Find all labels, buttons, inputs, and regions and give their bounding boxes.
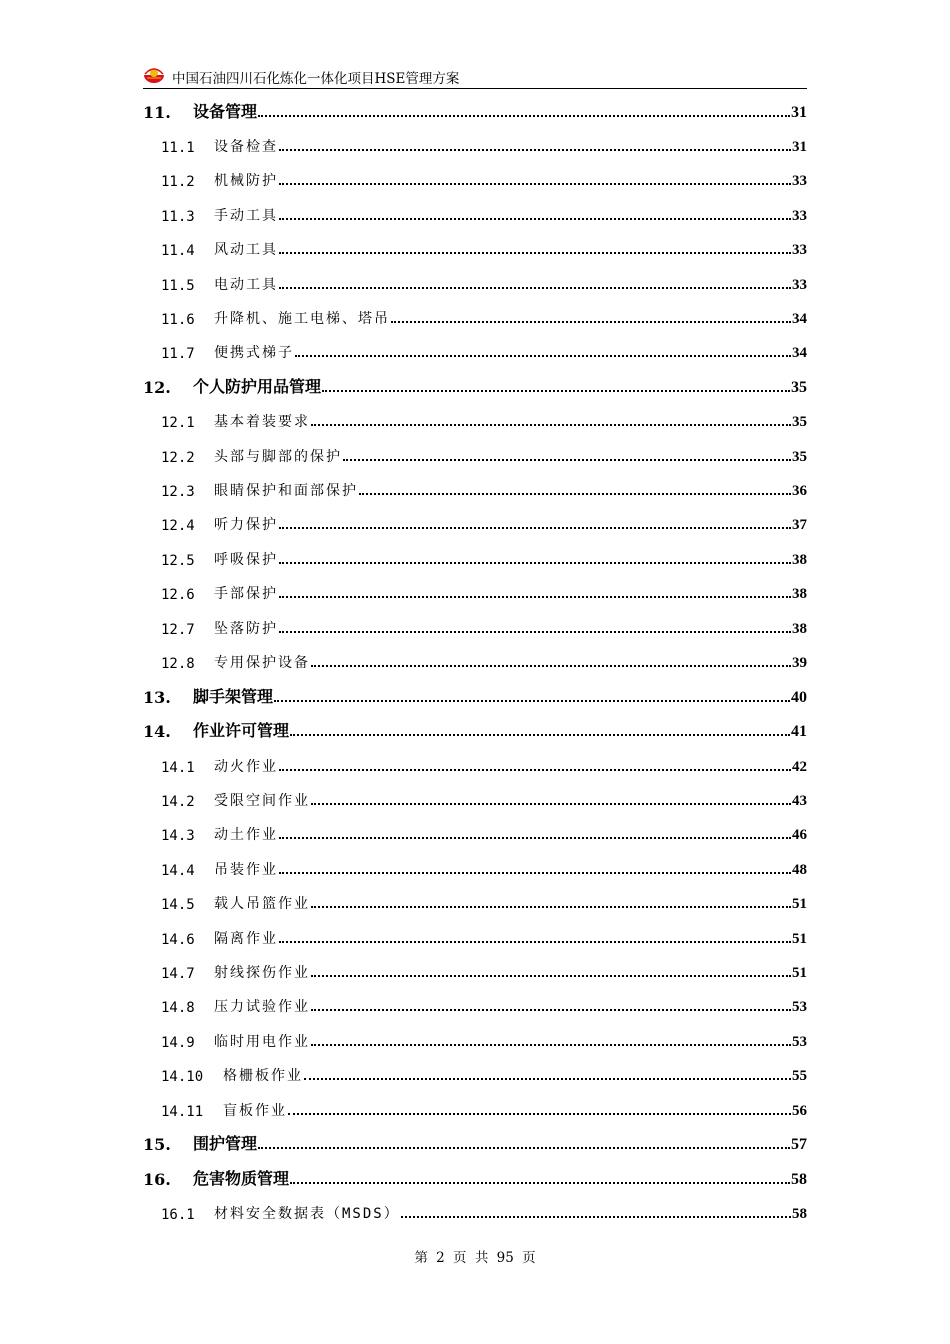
toc-entry-title: 压力试验作业 — [214, 999, 310, 1016]
toc-entry-title: 格栅板作业 — [223, 1068, 303, 1085]
dot-leader — [311, 975, 791, 977]
toc-entry[interactable] — [143, 644, 807, 678]
toc-entry-number: 11. — [143, 102, 171, 122]
toc-entry-page: 36 — [792, 483, 807, 500]
toc-entry-number: 12.8 — [161, 656, 195, 673]
toc-entry-number: 12.6 — [161, 587, 195, 604]
toc-entry[interactable] — [143, 1022, 807, 1056]
toc-entry[interactable] — [143, 1195, 807, 1229]
toc-entry-title: 手部保护 — [214, 586, 278, 603]
toc-entry-number: 12.2 — [161, 449, 195, 466]
toc-entry-title: 电动工具 — [214, 276, 278, 293]
toc-entry-title: 隔离作业 — [214, 930, 278, 947]
dot-leader — [290, 734, 790, 736]
toc-entry-page: 46 — [792, 827, 807, 844]
toc-entry-number: 14.10 — [161, 1069, 204, 1086]
toc-entry-number: 14.1 — [161, 759, 195, 776]
dot-leader — [279, 149, 791, 151]
toc-entry[interactable] — [143, 93, 807, 128]
dot-leader — [311, 1009, 791, 1011]
petrochina-logo-icon — [143, 66, 165, 84]
toc-entry-number: 14.3 — [161, 828, 195, 845]
toc-entry-page: 38 — [792, 620, 807, 637]
toc-entry-page: 57 — [791, 1136, 807, 1154]
toc-entry[interactable] — [143, 334, 807, 368]
toc-entry-page: 31 — [792, 138, 807, 155]
dot-leader — [279, 596, 791, 598]
toc-entry[interactable] — [143, 437, 807, 471]
toc-entry-page: 48 — [792, 861, 807, 878]
toc-entry-number: 12.7 — [161, 621, 195, 638]
dot-leader — [279, 287, 791, 289]
toc-entry-page: 33 — [792, 242, 807, 259]
toc-entry-number: 14.9 — [161, 1034, 195, 1051]
toc-entry-page: 34 — [792, 345, 807, 362]
toc-entry-page: 40 — [791, 688, 807, 706]
toc-entry[interactable] — [143, 988, 807, 1022]
dot-leader — [311, 906, 791, 908]
page-footer: 第 2 页 共 95 页 — [414, 1250, 536, 1266]
toc-entry-page: 35 — [791, 378, 807, 396]
toc-entry-title: 专用保护设备 — [214, 655, 310, 672]
toc-entry-number: 11.5 — [161, 277, 195, 294]
toc-entry[interactable] — [143, 472, 807, 506]
toc-entry-number: 14.8 — [161, 1000, 195, 1017]
toc-entry-page: 51 — [792, 964, 807, 981]
toc-entry-title: 设备管理 — [193, 101, 258, 121]
toc-entry[interactable] — [143, 540, 807, 574]
toc-entry[interactable] — [143, 575, 807, 609]
toc-entry[interactable] — [143, 403, 807, 437]
toc-entry-title: 升降机、施工电梯、塔吊 — [214, 310, 390, 327]
dot-leader — [391, 321, 791, 323]
dot-leader — [311, 803, 791, 805]
toc-entry-title: 射线探伤作业 — [214, 964, 310, 981]
toc-entry-number: 14.4 — [161, 862, 195, 879]
table-of-contents — [143, 93, 807, 1229]
dot-leader — [279, 562, 791, 564]
header-title: 中国石油四川石化炼化一体化项目HSE管理方案 — [172, 71, 460, 87]
toc-entry-page: 53 — [792, 1033, 807, 1050]
dot-leader — [359, 493, 791, 495]
toc-entry-title: 呼吸保护 — [214, 551, 278, 568]
toc-entry-page: 37 — [792, 517, 807, 534]
toc-entry-title: 个人防护用品管理 — [193, 376, 322, 396]
dot-leader — [279, 218, 791, 220]
toc-entry-number: 16. — [143, 1169, 171, 1189]
dot-leader — [322, 390, 790, 392]
toc-entry[interactable] — [143, 713, 807, 748]
toc-entry-title: 临时用电作业 — [214, 1033, 310, 1050]
toc-entry-number: 11.6 — [161, 311, 195, 328]
toc-entry-page: 42 — [792, 758, 807, 775]
toc-entry[interactable] — [143, 678, 807, 713]
toc-entry-title: 眼睛保护和面部保护 — [214, 483, 358, 500]
toc-entry[interactable] — [143, 506, 807, 540]
toc-entry-page: 41 — [791, 723, 807, 741]
dot-leader — [279, 837, 791, 839]
toc-entry[interactable] — [143, 919, 807, 953]
toc-entry-number: 12.4 — [161, 518, 195, 535]
dot-leader — [279, 527, 791, 529]
dot-leader — [279, 872, 791, 874]
toc-entry-page: 38 — [792, 551, 807, 568]
toc-entry-number: 14.7 — [161, 965, 195, 982]
toc-entry-title: 坠落防护 — [214, 620, 278, 637]
toc-entry-number: 14.6 — [161, 931, 195, 948]
toc-entry-title: 设备检查 — [214, 138, 278, 155]
dot-leader — [279, 769, 791, 771]
toc-entry[interactable] — [143, 747, 807, 781]
toc-entry-title: 脚手架管理 — [193, 686, 274, 706]
toc-entry-number: 14.11 — [161, 1103, 204, 1120]
dot-leader — [343, 459, 791, 461]
toc-entry-title: 吊装作业 — [214, 861, 278, 878]
dot-leader — [279, 631, 791, 633]
toc-entry-page: 53 — [792, 999, 807, 1016]
toc-entry-title: 听力保护 — [214, 517, 278, 534]
toc-entry-number: 15. — [143, 1135, 171, 1155]
toc-entry-page: 33 — [792, 173, 807, 190]
toc-entry-title: 动火作业 — [214, 758, 278, 775]
page-header — [143, 64, 807, 89]
toc-entry[interactable] — [143, 128, 807, 162]
toc-entry-number: 12.3 — [161, 484, 195, 501]
dot-leader — [279, 941, 791, 943]
toc-entry-number: 12.5 — [161, 552, 195, 569]
dot-leader — [290, 1182, 790, 1184]
toc-entry[interactable] — [143, 885, 807, 919]
dot-leader — [311, 424, 791, 426]
toc-entry-title: 便携式梯子 — [214, 345, 294, 362]
toc-entry-page: 39 — [792, 655, 807, 672]
dot-leader — [288, 1113, 791, 1115]
dot-leader — [295, 355, 791, 357]
toc-entry-number: 12. — [143, 377, 171, 397]
toc-entry-page: 38 — [792, 586, 807, 603]
toc-entry-number: 14. — [143, 722, 171, 742]
toc-entry-title: 围护管理 — [193, 1134, 258, 1154]
toc-entry-page: 31 — [791, 103, 807, 121]
dot-leader — [258, 1147, 790, 1149]
toc-entry-number: 11.2 — [161, 174, 195, 191]
toc-entry[interactable] — [143, 782, 807, 816]
toc-entry-page: 51 — [792, 930, 807, 947]
dot-leader — [258, 115, 790, 117]
toc-entry-page: 55 — [792, 1068, 807, 1085]
dot-leader — [311, 1044, 791, 1046]
toc-entry-number: 11.7 — [161, 346, 195, 363]
toc-entry[interactable] — [143, 265, 807, 299]
toc-entry-title: 机械防护 — [214, 173, 278, 190]
toc-entry[interactable] — [143, 300, 807, 334]
toc-entry-number: 14.5 — [161, 897, 195, 914]
toc-entry-number: 16.1 — [161, 1207, 195, 1224]
toc-entry-title: 盲板作业 — [223, 1102, 287, 1119]
toc-entry-page: 33 — [792, 276, 807, 293]
toc-entry[interactable] — [143, 1160, 807, 1195]
dot-leader — [274, 700, 790, 702]
toc-entry[interactable] — [143, 196, 807, 230]
dot-leader — [311, 665, 791, 667]
toc-entry-title: 作业许可管理 — [193, 721, 290, 741]
dot-leader — [279, 252, 791, 254]
toc-entry-title: 风动工具 — [214, 242, 278, 259]
toc-entry-page: 43 — [792, 793, 807, 810]
toc-entry[interactable] — [143, 231, 807, 265]
toc-entry-title: 材料安全数据表（MSDS） — [214, 1206, 400, 1223]
dot-leader — [279, 183, 791, 185]
toc-entry-number: 13. — [143, 687, 171, 707]
toc-entry-page: 58 — [792, 1206, 807, 1223]
toc-entry-page: 51 — [792, 896, 807, 913]
toc-entry[interactable] — [143, 954, 807, 988]
toc-entry[interactable] — [143, 162, 807, 196]
toc-entry-page: 35 — [792, 414, 807, 431]
toc-entry-page: 56 — [792, 1102, 807, 1119]
toc-entry[interactable] — [143, 1126, 807, 1161]
toc-entry-title: 手动工具 — [214, 207, 278, 224]
toc-entry-number: 14.2 — [161, 794, 195, 811]
toc-entry[interactable] — [143, 1091, 807, 1125]
toc-entry[interactable] — [143, 1057, 807, 1091]
toc-entry[interactable] — [143, 850, 807, 884]
toc-entry[interactable] — [143, 368, 807, 403]
toc-entry-page: 33 — [792, 207, 807, 224]
toc-entry[interactable] — [143, 609, 807, 643]
toc-entry-page: 34 — [792, 310, 807, 327]
toc-entry-title: 载人吊篮作业 — [214, 896, 310, 913]
toc-entry-number: 12.1 — [161, 415, 195, 432]
dot-leader — [304, 1078, 791, 1080]
toc-entry-number: 11.4 — [161, 243, 195, 260]
toc-entry-page: 58 — [791, 1170, 807, 1188]
toc-entry[interactable] — [143, 816, 807, 850]
toc-entry-title: 危害物质管理 — [193, 1168, 290, 1188]
toc-entry-title: 头部与脚部的保护 — [214, 448, 342, 465]
toc-entry-title: 动土作业 — [214, 827, 278, 844]
toc-entry-title: 基本着装要求 — [214, 414, 310, 431]
dot-leader — [401, 1216, 791, 1218]
toc-entry-number: 11.3 — [161, 208, 195, 225]
toc-entry-page: 35 — [792, 448, 807, 465]
toc-entry-title: 受限空间作业 — [214, 793, 310, 810]
toc-entry-number: 11.1 — [161, 139, 195, 156]
